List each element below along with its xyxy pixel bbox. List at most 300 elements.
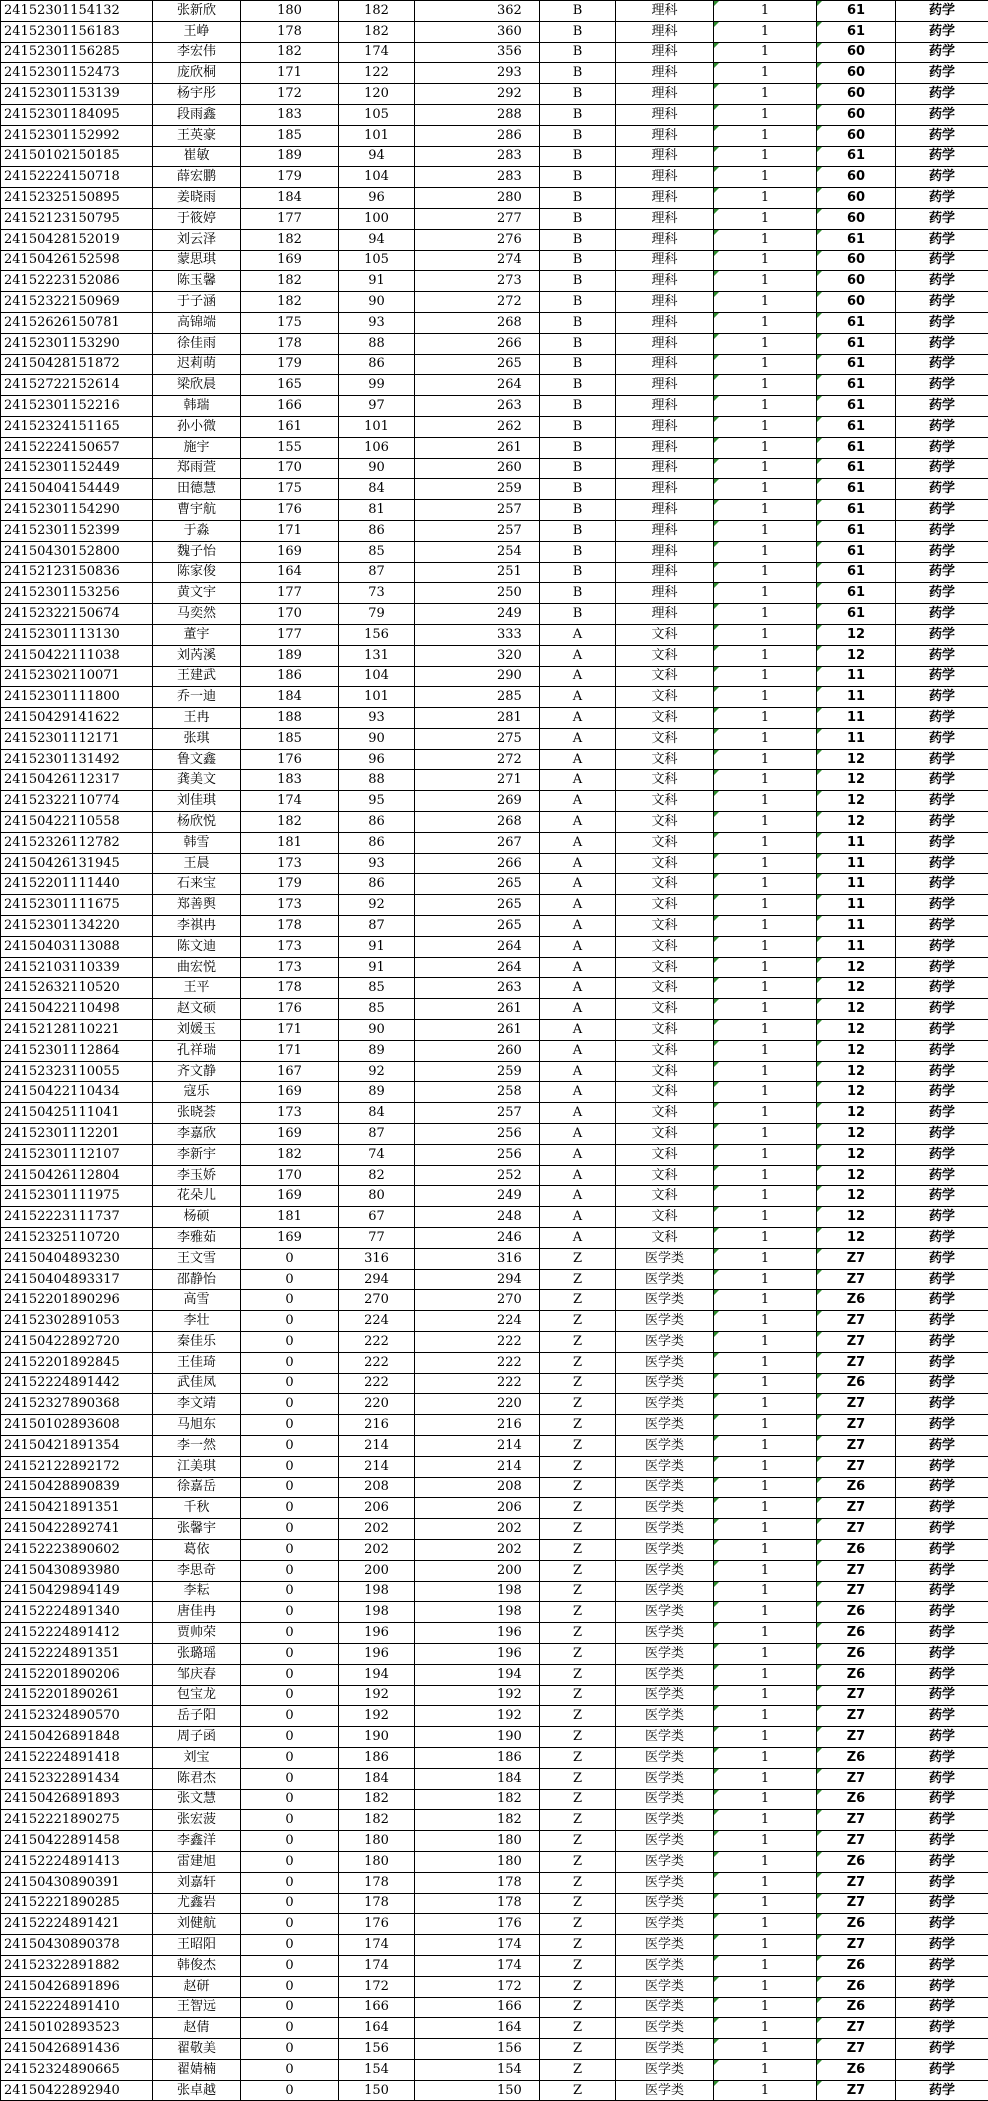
cell-score-2[interactable]: 202 [339,1539,415,1560]
cell-student-name[interactable]: 于淼 [153,520,241,541]
cell-plan-count[interactable]: 1 [714,853,817,874]
cell-score-1[interactable]: 0 [241,2039,339,2060]
cell-score-2[interactable]: 67 [339,1207,415,1228]
cell-category-code[interactable]: A [540,832,616,853]
cell-category-code[interactable]: Z [540,1955,616,1976]
cell-category-code[interactable]: B [540,333,616,354]
cell-major[interactable]: 药学 [896,167,988,188]
cell-total-score[interactable]: 272 [415,292,540,313]
cell-score-2[interactable]: 294 [339,1269,415,1290]
cell-student-id[interactable]: 24152201111440 [1,874,153,895]
cell-category-code[interactable]: A [540,1228,616,1249]
cell-plan-count[interactable]: 1 [714,708,817,729]
cell-group-code[interactable]: 12 [817,1020,896,1041]
cell-group-code[interactable]: 61 [817,458,896,479]
cell-score-1[interactable]: 0 [241,1477,339,1498]
cell-category-code[interactable]: B [540,229,616,250]
cell-plan-count[interactable]: 1 [714,2059,817,2080]
cell-total-score[interactable]: 214 [415,1456,540,1477]
cell-group-code[interactable]: 11 [817,832,896,853]
cell-student-name[interactable]: 曲宏悦 [153,957,241,978]
cell-plan-count[interactable]: 1 [714,791,817,812]
cell-major[interactable]: 药学 [896,1831,988,1852]
cell-major[interactable]: 药学 [896,1581,988,1602]
cell-subject-type[interactable]: 医学类 [616,1311,714,1332]
cell-category-code[interactable]: A [540,1082,616,1103]
cell-score-2[interactable]: 182 [339,1810,415,1831]
cell-subject-type[interactable]: 文科 [616,1165,714,1186]
cell-major[interactable]: 药学 [896,1103,988,1124]
cell-student-id[interactable]: 24152223890602 [1,1539,153,1560]
cell-plan-count[interactable]: 1 [714,1040,817,1061]
cell-score-2[interactable]: 174 [339,1955,415,1976]
cell-student-id[interactable]: 24150421891351 [1,1498,153,1519]
cell-category-code[interactable]: B [540,541,616,562]
cell-total-score[interactable]: 258 [415,1082,540,1103]
cell-category-code[interactable]: Z [540,2039,616,2060]
cell-score-1[interactable]: 180 [241,1,339,22]
cell-student-name[interactable]: 王晨 [153,853,241,874]
cell-total-score[interactable]: 192 [415,1706,540,1727]
cell-student-name[interactable]: 徐嘉岳 [153,1477,241,1498]
cell-major[interactable]: 药学 [896,1352,988,1373]
cell-score-2[interactable]: 166 [339,1997,415,2018]
cell-total-score[interactable]: 293 [415,63,540,84]
cell-score-1[interactable]: 0 [241,1311,339,1332]
cell-student-id[interactable]: 24152301152992 [1,125,153,146]
cell-score-2[interactable]: 92 [339,895,415,916]
cell-student-id[interactable]: 24152301153139 [1,84,153,105]
cell-score-1[interactable]: 178 [241,978,339,999]
cell-subject-type[interactable]: 理科 [616,354,714,375]
cell-category-code[interactable]: B [540,312,616,333]
cell-student-name[interactable]: 黄文宇 [153,583,241,604]
cell-major[interactable]: 药学 [896,624,988,645]
cell-total-score[interactable]: 248 [415,1207,540,1228]
cell-plan-count[interactable]: 1 [714,1435,817,1456]
cell-group-code[interactable]: 60 [817,208,896,229]
cell-score-2[interactable]: 86 [339,832,415,853]
cell-subject-type[interactable]: 医学类 [616,1519,714,1540]
cell-category-code[interactable]: B [540,104,616,125]
cell-plan-count[interactable]: 1 [714,416,817,437]
cell-score-1[interactable]: 0 [241,1872,339,1893]
cell-category-code[interactable]: B [540,458,616,479]
cell-category-code[interactable]: Z [540,1581,616,1602]
cell-subject-type[interactable]: 医学类 [616,1435,714,1456]
cell-total-score[interactable]: 273 [415,271,540,292]
cell-plan-count[interactable]: 1 [714,1747,817,1768]
cell-score-1[interactable]: 173 [241,895,339,916]
cell-score-2[interactable]: 150 [339,2080,415,2101]
cell-category-code[interactable]: Z [540,1394,616,1415]
cell-student-id[interactable]: 24152301111800 [1,687,153,708]
cell-subject-type[interactable]: 医学类 [616,1456,714,1477]
cell-category-code[interactable]: Z [540,1727,616,1748]
cell-major[interactable]: 药学 [896,1269,988,1290]
cell-score-2[interactable]: 87 [339,1124,415,1145]
cell-score-1[interactable]: 0 [241,1269,339,1290]
cell-category-code[interactable]: Z [540,1539,616,1560]
cell-total-score[interactable]: 190 [415,1727,540,1748]
cell-group-code[interactable]: 12 [817,791,896,812]
cell-plan-count[interactable]: 1 [714,541,817,562]
cell-total-score[interactable]: 178 [415,1893,540,1914]
cell-student-id[interactable]: 24152103110339 [1,957,153,978]
cell-score-1[interactable]: 175 [241,479,339,500]
cell-plan-count[interactable]: 1 [714,104,817,125]
cell-subject-type[interactable]: 医学类 [616,1623,714,1644]
cell-student-id[interactable]: 24150430890378 [1,1935,153,1956]
cell-student-name[interactable]: 高锦端 [153,312,241,333]
cell-plan-count[interactable]: 1 [714,2039,817,2060]
cell-score-1[interactable]: 0 [241,2018,339,2039]
cell-subject-type[interactable]: 理科 [616,21,714,42]
cell-category-code[interactable]: Z [540,1831,616,1852]
cell-category-code[interactable]: B [540,375,616,396]
cell-group-code[interactable]: Z7 [817,1706,896,1727]
cell-total-score[interactable]: 182 [415,1810,540,1831]
cell-student-name[interactable]: 郑善舆 [153,895,241,916]
cell-category-code[interactable]: A [540,957,616,978]
cell-score-2[interactable]: 182 [339,21,415,42]
cell-subject-type[interactable]: 文科 [616,916,714,937]
cell-subject-type[interactable]: 文科 [616,624,714,645]
cell-group-code[interactable]: 61 [817,562,896,583]
cell-subject-type[interactable]: 理科 [616,333,714,354]
cell-student-id[interactable]: 24150428890839 [1,1477,153,1498]
cell-total-score[interactable]: 257 [415,520,540,541]
cell-plan-count[interactable]: 1 [714,687,817,708]
cell-score-2[interactable]: 196 [339,1623,415,1644]
cell-score-2[interactable]: 100 [339,208,415,229]
cell-subject-type[interactable]: 理科 [616,229,714,250]
cell-group-code[interactable]: 12 [817,624,896,645]
cell-major[interactable]: 药学 [896,1602,988,1623]
cell-total-score[interactable]: 265 [415,874,540,895]
cell-score-1[interactable]: 176 [241,749,339,770]
cell-score-1[interactable]: 155 [241,437,339,458]
cell-total-score[interactable]: 275 [415,728,540,749]
cell-total-score[interactable]: 276 [415,229,540,250]
cell-major[interactable]: 药学 [896,687,988,708]
cell-student-id[interactable]: 24152301111975 [1,1186,153,1207]
cell-subject-type[interactable]: 理科 [616,541,714,562]
cell-student-name[interactable]: 李壮 [153,1311,241,1332]
cell-student-name[interactable]: 李文靖 [153,1394,241,1415]
cell-student-id[interactable]: 24152325150895 [1,188,153,209]
cell-major[interactable]: 药学 [896,812,988,833]
cell-group-code[interactable]: Z6 [817,1976,896,1997]
cell-score-1[interactable]: 172 [241,84,339,105]
cell-score-2[interactable]: 87 [339,562,415,583]
cell-student-name[interactable]: 孙小微 [153,416,241,437]
cell-major[interactable]: 药学 [896,1165,988,1186]
cell-score-1[interactable]: 169 [241,250,339,271]
cell-subject-type[interactable]: 文科 [616,874,714,895]
cell-subject-type[interactable]: 医学类 [616,2018,714,2039]
cell-major[interactable]: 药学 [896,1935,988,1956]
cell-student-name[interactable]: 石来宝 [153,874,241,895]
cell-subject-type[interactable]: 理科 [616,146,714,167]
cell-group-code[interactable]: 61 [817,479,896,500]
cell-student-id[interactable]: 24150428151872 [1,354,153,375]
cell-score-2[interactable]: 89 [339,1082,415,1103]
cell-score-2[interactable]: 101 [339,687,415,708]
cell-group-code[interactable]: 61 [817,520,896,541]
cell-category-code[interactable]: Z [540,1248,616,1269]
cell-student-name[interactable]: 郑雨萱 [153,458,241,479]
cell-score-1[interactable]: 189 [241,645,339,666]
cell-score-2[interactable]: 90 [339,1020,415,1041]
cell-plan-count[interactable]: 1 [714,1207,817,1228]
cell-subject-type[interactable]: 医学类 [616,1831,714,1852]
cell-plan-count[interactable]: 1 [714,84,817,105]
cell-subject-type[interactable]: 医学类 [616,1352,714,1373]
cell-plan-count[interactable]: 1 [714,1789,817,1810]
cell-major[interactable]: 药学 [896,416,988,437]
cell-student-id[interactable]: 24152122892172 [1,1456,153,1477]
cell-major[interactable]: 药学 [896,791,988,812]
cell-total-score[interactable]: 266 [415,333,540,354]
cell-subject-type[interactable]: 医学类 [616,1373,714,1394]
cell-group-code[interactable]: 60 [817,167,896,188]
cell-student-id[interactable]: 24150425111041 [1,1103,153,1124]
cell-score-1[interactable]: 173 [241,1103,339,1124]
cell-subject-type[interactable]: 理科 [616,604,714,625]
cell-score-1[interactable]: 170 [241,604,339,625]
cell-total-score[interactable]: 264 [415,375,540,396]
cell-group-code[interactable]: 12 [817,1103,896,1124]
cell-plan-count[interactable]: 1 [714,1831,817,1852]
cell-subject-type[interactable]: 医学类 [616,2039,714,2060]
cell-score-2[interactable]: 208 [339,1477,415,1498]
cell-major[interactable]: 药学 [896,1061,988,1082]
cell-subject-type[interactable]: 理科 [616,84,714,105]
cell-score-2[interactable]: 104 [339,666,415,687]
cell-group-code[interactable]: Z7 [817,1893,896,1914]
cell-student-id[interactable]: 24152301184095 [1,104,153,125]
cell-student-name[interactable]: 施宇 [153,437,241,458]
cell-major[interactable]: 药学 [896,874,988,895]
cell-plan-count[interactable]: 1 [714,1685,817,1706]
cell-score-1[interactable]: 181 [241,1207,339,1228]
cell-subject-type[interactable]: 理科 [616,104,714,125]
cell-total-score[interactable]: 198 [415,1581,540,1602]
cell-category-code[interactable]: Z [540,2018,616,2039]
cell-category-code[interactable]: Z [540,1810,616,1831]
cell-category-code[interactable]: Z [540,1893,616,1914]
cell-student-name[interactable]: 刘芮溪 [153,645,241,666]
cell-plan-count[interactable]: 1 [714,1103,817,1124]
cell-category-code[interactable]: B [540,271,616,292]
cell-plan-count[interactable]: 1 [714,1643,817,1664]
cell-plan-count[interactable]: 1 [714,437,817,458]
cell-student-id[interactable]: 24152301152449 [1,458,153,479]
cell-score-2[interactable]: 174 [339,1935,415,1956]
cell-subject-type[interactable]: 医学类 [616,1872,714,1893]
cell-major[interactable]: 药学 [896,21,988,42]
cell-student-id[interactable]: 24152322891434 [1,1768,153,1789]
cell-student-name[interactable]: 王冉 [153,708,241,729]
cell-major[interactable]: 药学 [896,1332,988,1353]
cell-student-id[interactable]: 24150422892741 [1,1519,153,1540]
cell-total-score[interactable]: 265 [415,916,540,937]
cell-subject-type[interactable]: 文科 [616,999,714,1020]
cell-major[interactable]: 药学 [896,125,988,146]
cell-score-2[interactable]: 85 [339,978,415,999]
cell-score-1[interactable]: 171 [241,1020,339,1041]
cell-total-score[interactable]: 180 [415,1831,540,1852]
cell-plan-count[interactable]: 1 [714,1768,817,1789]
cell-major[interactable]: 药学 [896,1872,988,1893]
cell-total-score[interactable]: 281 [415,708,540,729]
cell-score-1[interactable]: 165 [241,375,339,396]
cell-student-name[interactable]: 寇乐 [153,1082,241,1103]
cell-subject-type[interactable]: 理科 [616,375,714,396]
cell-category-code[interactable]: Z [540,1935,616,1956]
cell-student-id[interactable]: 24150102893523 [1,2018,153,2039]
cell-total-score[interactable]: 182 [415,1789,540,1810]
cell-category-code[interactable]: Z [540,1519,616,1540]
cell-category-code[interactable]: A [540,895,616,916]
cell-group-code[interactable]: 12 [817,957,896,978]
cell-score-1[interactable]: 176 [241,999,339,1020]
cell-subject-type[interactable]: 文科 [616,1103,714,1124]
cell-major[interactable]: 药学 [896,1082,988,1103]
cell-score-1[interactable]: 167 [241,1061,339,1082]
cell-plan-count[interactable]: 1 [714,978,817,999]
cell-total-score[interactable]: 184 [415,1768,540,1789]
cell-subject-type[interactable]: 理科 [616,42,714,63]
cell-score-1[interactable]: 0 [241,1332,339,1353]
cell-score-1[interactable]: 0 [241,1456,339,1477]
cell-student-id[interactable]: 24152322150674 [1,604,153,625]
cell-plan-count[interactable]: 1 [714,1851,817,1872]
cell-student-id[interactable]: 24152632110520 [1,978,153,999]
cell-total-score[interactable]: 154 [415,2059,540,2080]
cell-plan-count[interactable]: 1 [714,874,817,895]
cell-category-code[interactable]: Z [540,1560,616,1581]
cell-student-id[interactable]: 24152323110055 [1,1061,153,1082]
cell-plan-count[interactable]: 1 [714,666,817,687]
cell-total-score[interactable]: 265 [415,895,540,916]
cell-score-2[interactable]: 90 [339,728,415,749]
cell-score-1[interactable]: 184 [241,188,339,209]
cell-student-name[interactable]: 崔敏 [153,146,241,167]
cell-major[interactable]: 药学 [896,437,988,458]
cell-total-score[interactable]: 224 [415,1311,540,1332]
cell-major[interactable]: 药学 [896,1,988,22]
cell-total-score[interactable]: 194 [415,1664,540,1685]
cell-plan-count[interactable]: 1 [714,1020,817,1041]
cell-plan-count[interactable]: 1 [714,957,817,978]
cell-total-score[interactable]: 176 [415,1914,540,1935]
cell-major[interactable]: 药学 [896,1519,988,1540]
cell-student-name[interactable]: 董宇 [153,624,241,645]
cell-category-code[interactable]: B [540,188,616,209]
cell-score-1[interactable]: 179 [241,874,339,895]
cell-subject-type[interactable]: 文科 [616,645,714,666]
cell-score-1[interactable]: 0 [241,1435,339,1456]
cell-student-name[interactable]: 梁欣晨 [153,375,241,396]
cell-plan-count[interactable]: 1 [714,167,817,188]
cell-group-code[interactable]: Z6 [817,1643,896,1664]
cell-subject-type[interactable]: 文科 [616,749,714,770]
cell-student-name[interactable]: 杨欣悦 [153,812,241,833]
cell-student-id[interactable]: 24152327890368 [1,1394,153,1415]
cell-score-1[interactable]: 0 [241,1706,339,1727]
cell-major[interactable]: 药学 [896,1207,988,1228]
cell-student-name[interactable]: 花朵儿 [153,1186,241,1207]
cell-total-score[interactable]: 261 [415,1020,540,1041]
cell-subject-type[interactable]: 理科 [616,63,714,84]
cell-score-2[interactable]: 88 [339,333,415,354]
cell-score-1[interactable]: 0 [241,2059,339,2080]
cell-student-id[interactable]: 24150422110558 [1,812,153,833]
cell-score-2[interactable]: 93 [339,853,415,874]
cell-group-code[interactable]: 11 [817,666,896,687]
cell-student-id[interactable]: 24150426112804 [1,1165,153,1186]
cell-category-code[interactable]: A [540,666,616,687]
cell-score-2[interactable]: 80 [339,1186,415,1207]
cell-subject-type[interactable]: 理科 [616,583,714,604]
cell-group-code[interactable]: 61 [817,541,896,562]
cell-subject-type[interactable]: 文科 [616,666,714,687]
cell-total-score[interactable]: 251 [415,562,540,583]
cell-plan-count[interactable]: 1 [714,770,817,791]
cell-category-code[interactable]: A [540,1207,616,1228]
cell-student-name[interactable]: 周子函 [153,1727,241,1748]
cell-student-name[interactable]: 王智远 [153,1997,241,2018]
cell-plan-count[interactable]: 1 [714,292,817,313]
cell-score-2[interactable]: 214 [339,1435,415,1456]
cell-score-2[interactable]: 94 [339,146,415,167]
cell-plan-count[interactable]: 1 [714,1664,817,1685]
cell-category-code[interactable]: B [540,520,616,541]
cell-subject-type[interactable]: 医学类 [616,2059,714,2080]
cell-total-score[interactable]: 294 [415,1269,540,1290]
cell-score-2[interactable]: 206 [339,1498,415,1519]
cell-subject-type[interactable]: 文科 [616,957,714,978]
cell-group-code[interactable]: Z7 [817,1311,896,1332]
cell-major[interactable]: 药学 [896,895,988,916]
cell-plan-count[interactable]: 1 [714,1061,817,1082]
cell-group-code[interactable]: Z6 [817,2059,896,2080]
cell-plan-count[interactable]: 1 [714,1186,817,1207]
cell-student-name[interactable]: 段雨鑫 [153,104,241,125]
cell-score-2[interactable]: 93 [339,312,415,333]
cell-score-2[interactable]: 202 [339,1519,415,1540]
cell-major[interactable]: 药学 [896,832,988,853]
cell-score-1[interactable]: 0 [241,1727,339,1748]
cell-total-score[interactable]: 292 [415,84,540,105]
cell-category-code[interactable]: B [540,63,616,84]
cell-total-score[interactable]: 156 [415,2039,540,2060]
cell-subject-type[interactable]: 理科 [616,292,714,313]
cell-category-code[interactable]: B [540,1,616,22]
cell-total-score[interactable]: 288 [415,104,540,125]
cell-score-1[interactable]: 169 [241,1124,339,1145]
cell-group-code[interactable]: 12 [817,812,896,833]
cell-subject-type[interactable]: 文科 [616,791,714,812]
cell-student-id[interactable]: 24152223152086 [1,271,153,292]
cell-score-1[interactable]: 179 [241,354,339,375]
cell-category-code[interactable]: B [540,604,616,625]
cell-total-score[interactable]: 174 [415,1955,540,1976]
cell-student-name[interactable]: 陈文迪 [153,936,241,957]
cell-student-name[interactable]: 李雅茹 [153,1228,241,1249]
